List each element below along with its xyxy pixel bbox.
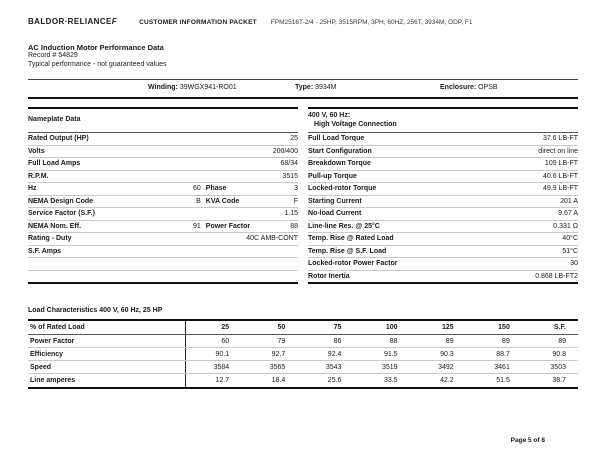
row-label: Locked-rotor Torque [308,185,377,193]
cell-value: 3565 [269,363,286,371]
row-value: 40°C [562,235,578,243]
type-value: 3934M [315,84,337,91]
row-label: Efficiency [30,350,64,358]
performance-note: Typical performance - not guaranteed values [28,60,167,68]
page-title: AC Induction Motor Performance Data [28,43,164,52]
table-row [28,133,298,146]
winding-value: 39WGX941-RO01 [179,84,237,91]
row-label-2: KVA Code [205,197,240,205]
cell-value: 86 [333,337,342,345]
winding-label: Winding: [148,84,178,91]
column-header: 25 [185,321,241,334]
packet-title: CUSTOMER INFORMATION PACKET [139,19,257,26]
cell-value: 91.5 [383,350,398,358]
cell-value: 3461 [494,363,510,371]
table-row [28,221,298,234]
row-value: F [293,197,298,205]
row-value: 200/400 [272,147,298,155]
row-label: Temp. Rise @ Rated Load [308,235,394,243]
cell-value: 79 [277,337,286,345]
table-row [28,233,298,246]
cell-value: 89 [445,337,454,345]
row-label: Breakdown Torque [308,160,371,168]
row-value: 3 [294,185,298,193]
row-label: Temp. Rise @ S.F. Load [308,247,387,255]
cell-value: 88.7 [496,350,510,358]
enclosure-value: OPSB [478,84,498,91]
row-label: Line amperes [30,377,76,384]
row-value: 1.15 [284,210,298,218]
title-block [28,43,578,69]
row-label: Line-line Res. @ 25°C [308,222,380,230]
load-characteristics-table [28,319,578,389]
row-label: S.F. Amps [28,247,62,255]
row-value: 25 [290,135,298,143]
table-row [308,183,578,196]
column-header: 75 [333,324,342,331]
column-header: 100 [385,324,398,331]
connection-heading-line1: 400 V, 60 Hz: [308,112,351,119]
enclosure-label: Enclosure: [440,84,477,91]
row-mid-value: 60 [193,185,201,193]
table-row [28,196,298,209]
cell-value: 90.1 [185,348,241,360]
row-label: R.P.M. [28,172,49,180]
row-label: NEMA Nom. Eff. [28,222,82,230]
model-description: FPM2516T-2/4 - 25HP, 3515RPM, 3PH, 60HZ, 256T, 3934M, ODP, F1 [270,19,473,26]
row-label: NEMA Design Code [28,197,94,205]
table-row [28,171,298,184]
row-value: 40.6 LB-FT [542,172,578,180]
row-label: Service Factor (S.F.) [28,210,95,218]
table-row [28,361,578,374]
row-label-2: Phase [205,185,227,193]
row-value: 40C AMB-CONT [246,235,298,243]
logo-mark-icon: F [111,17,118,26]
row-value: 49.9 LB-FT [542,185,578,193]
row-value: 9.67 A [558,210,578,218]
record-number: Record # 54829 [28,52,78,59]
table-row [308,208,578,221]
table-header-row [28,321,578,335]
nameplate-heading-text: Nameplate Data [28,116,81,124]
row-label: Power Factor [30,337,75,345]
column-header: % of Rated Load [30,324,85,331]
row-label: Rating - Duty [28,235,72,243]
table-row-empty [28,271,298,283]
cell-value: 51.5 [496,377,510,384]
row-label-2: Power Factor [205,222,251,230]
row-label: Start Configuration [308,147,372,155]
table-row [308,196,578,209]
row-value: 37.6 LB-FT [542,135,578,143]
connection-heading-line2: High Voltage Connection [314,120,397,128]
column-header: 50 [277,324,286,331]
column-header: S.F. [553,324,566,331]
type-field [295,84,337,91]
row-value: 3515 [282,172,298,180]
row-label: Speed [30,363,52,371]
cell-value: 92.7 [271,350,286,358]
table-row [28,246,298,259]
winding-summary-row [28,80,578,97]
cell-value: 3519 [381,363,398,371]
cell-value: 38.7 [552,377,566,384]
table-row [308,233,578,246]
row-label: Locked-rotor Power Factor [308,260,398,268]
row-label: Hz [28,185,37,193]
cell-value: 33.5 [383,377,398,384]
table-row [308,221,578,234]
row-mid-value: 91 [193,222,201,230]
cell-value: 89 [502,337,510,345]
cell-value: 92.4 [327,350,342,358]
column-header: 125 [442,324,454,331]
data-panels [28,107,578,284]
row-value: 109 LB-FT [544,160,578,168]
row-value: direct on line [538,147,578,155]
row-label: Full Load Amps [28,160,81,168]
table-row [308,146,578,159]
table-row [308,158,578,171]
cell-value: 18.4 [271,377,286,384]
row-mid-value: B [196,197,201,205]
document-header [28,17,578,26]
cell-value: 60 [185,335,241,347]
table-row [28,208,298,221]
row-value: 0.868 LB-FT2 [535,272,578,280]
cell-value: 25.6 [327,377,342,384]
table-row [308,133,578,146]
cell-value: 88 [389,337,398,345]
row-value: 68/34 [280,160,298,168]
enclosure-field [440,84,498,91]
row-value: 88 [290,222,298,230]
load-characteristics-heading: Load Characteristics 400 V, 60 Hz, 25 HP [28,307,163,314]
row-label: Volts [28,147,45,155]
nameplate-heading [28,109,298,133]
table-row [28,183,298,196]
table-row [308,271,578,283]
row-label: Full Load Torque [308,135,365,143]
table-row [28,158,298,171]
row-label: Pull-up Torque [308,172,357,180]
baldor-reliance-logo [28,17,117,26]
cell-value: 3492 [438,363,454,371]
divider [28,97,578,99]
connection-heading [308,109,578,133]
table-row [28,374,578,387]
row-value: 30 [570,260,578,268]
logo-text: BALDOR·RELIANCE [28,17,112,26]
cell-value: 3503 [550,363,566,371]
table-row [28,335,578,348]
table-row [308,246,578,259]
row-label: Rated Output (HP) [28,135,89,143]
page-number: Page 5 of 8 [510,437,545,444]
table-row [28,348,578,361]
cell-value: 12.7 [185,374,241,387]
row-label: Rotor Inertia [308,272,350,280]
connection-table [308,107,578,284]
cell-value: 3584 [185,361,241,373]
table-row [308,258,578,271]
row-label: No-load Current [308,210,362,218]
nameplate-table [28,107,298,284]
table-row [308,171,578,184]
row-value: 201 A [560,197,578,205]
cell-value: 90.3 [440,350,454,358]
table-row [28,146,298,159]
cell-value: 3543 [325,363,342,371]
column-header: 150 [498,324,510,331]
row-label: Starting Current [308,197,362,205]
table-row-empty [28,258,298,271]
cell-value: 42.2 [440,377,454,384]
type-label: Type: [295,84,314,91]
winding-field [148,84,237,91]
row-value: 51°C [562,247,578,255]
cell-value: 90.8 [552,350,566,358]
row-value: 0.331 Ω [553,222,578,230]
cell-value: 89 [558,337,566,345]
